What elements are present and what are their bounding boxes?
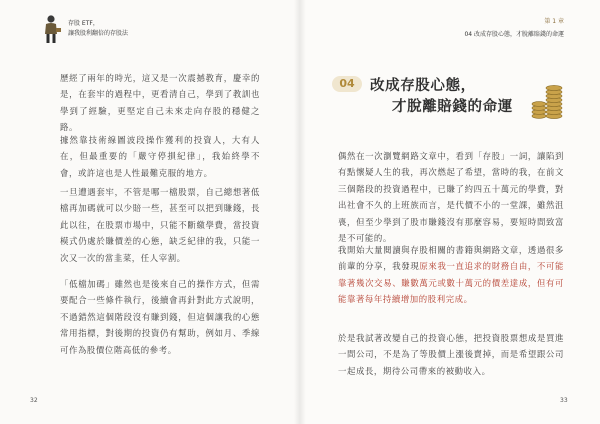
right-paragraph-2-text: 我開始大量閱讀與存股相關的書籍與網路文章，透過很多前輩的分享，我發現 [338,245,564,272]
right-paragraph-1: 偶然在一次瀏覽網路文章中，看到「存股」一詞，讓陷到有點懷疑人生的我，再次燃起了希望，當時的我，在前文三個階段的投資過程中，已賺了約四五十萬元的學費，對出社會不久的上班族而言，是代價不小的一堂課，雖然沮喪，但至少學到了股市賺錢沒有那麼容易，要短時間致富是不可能的。 [338,151,564,244]
left-paragraph-1: 歷經了兩年的時光，這又是一次震撼教育，慶幸的是，在套牢的過程中，更看清自己，學到了教訓也學到了經驗，更堅定自己未來走向存股的穩健之路。 [60,73,260,133]
chapter-number-badge: 04 [332,76,362,92]
book-title-line2: 讓我股利翻倍的存股法 [68,30,129,37]
coin-stack-icon [530,66,564,122]
page-gutter [294,0,306,424]
left-page-number: 32 [30,397,38,404]
right-paragraph-2 [338,242,564,308]
chapter-heading [332,74,532,118]
chapter-running-title: 04 改成存股心態，才脫離賠錢的命運 [464,31,564,38]
right-paragraph-3: 於是我試著改變自己的投資心態，把投資股票想成是買進一間公司，不是為了等股價上漲後賣掉，而是希望跟公司一起成長，期待公司帶來的被動收入。 [338,333,564,376]
book-title-line1: 存股 ETF， [68,20,99,27]
right-running-header [464,16,564,38]
right-page-number: 33 [560,397,568,404]
chapter-label: 第 1 章 [544,18,564,25]
person-with-briefcase-icon [40,14,62,44]
right-paragraph-2-highlight: 原來我一直追求的財務自由，不可能靠著幾次交易、賺數萬元或數十萬元的價差達成，但有可能靠著每年持續增加的股利完成。 [338,261,564,305]
chapter-heading-line2: 才脫離賠錢的命運 [392,99,513,115]
left-paragraph-4: 「低檔加碼」雖然也是後來自己的操作方式，但需要配合一些條件執行，後續會再針對此方式說明，不過錯然這個階段沒有賺到錢，但這個讓我的心態常用指標，對後期的投資仍有幫助，例如月、季線可作為股價位階高低的參考。 [60,279,260,355]
left-paragraph-2: 據然靠技術線圖波段操作獲利的投資人，大有人在，但最重要的「嚴守停損紀律」，我始終學不會，或許這也是人性最難克服的地方。 [60,135,260,178]
chapter-heading-line1: 改成存股心態， [370,78,476,94]
left-paragraph-3: 一旦遭遇套牢，不管是哪一檔股票，自己總想著低檔再加碼就可以少賠一些，甚至可以把到賺錢，長此以往，在股票市場中，只能不斷繳學費，當投資模式仍處於賺價差的心態，缺乏紀律的我，只能一次又一次的當韭菜，任人宰割。 [60,187,260,263]
